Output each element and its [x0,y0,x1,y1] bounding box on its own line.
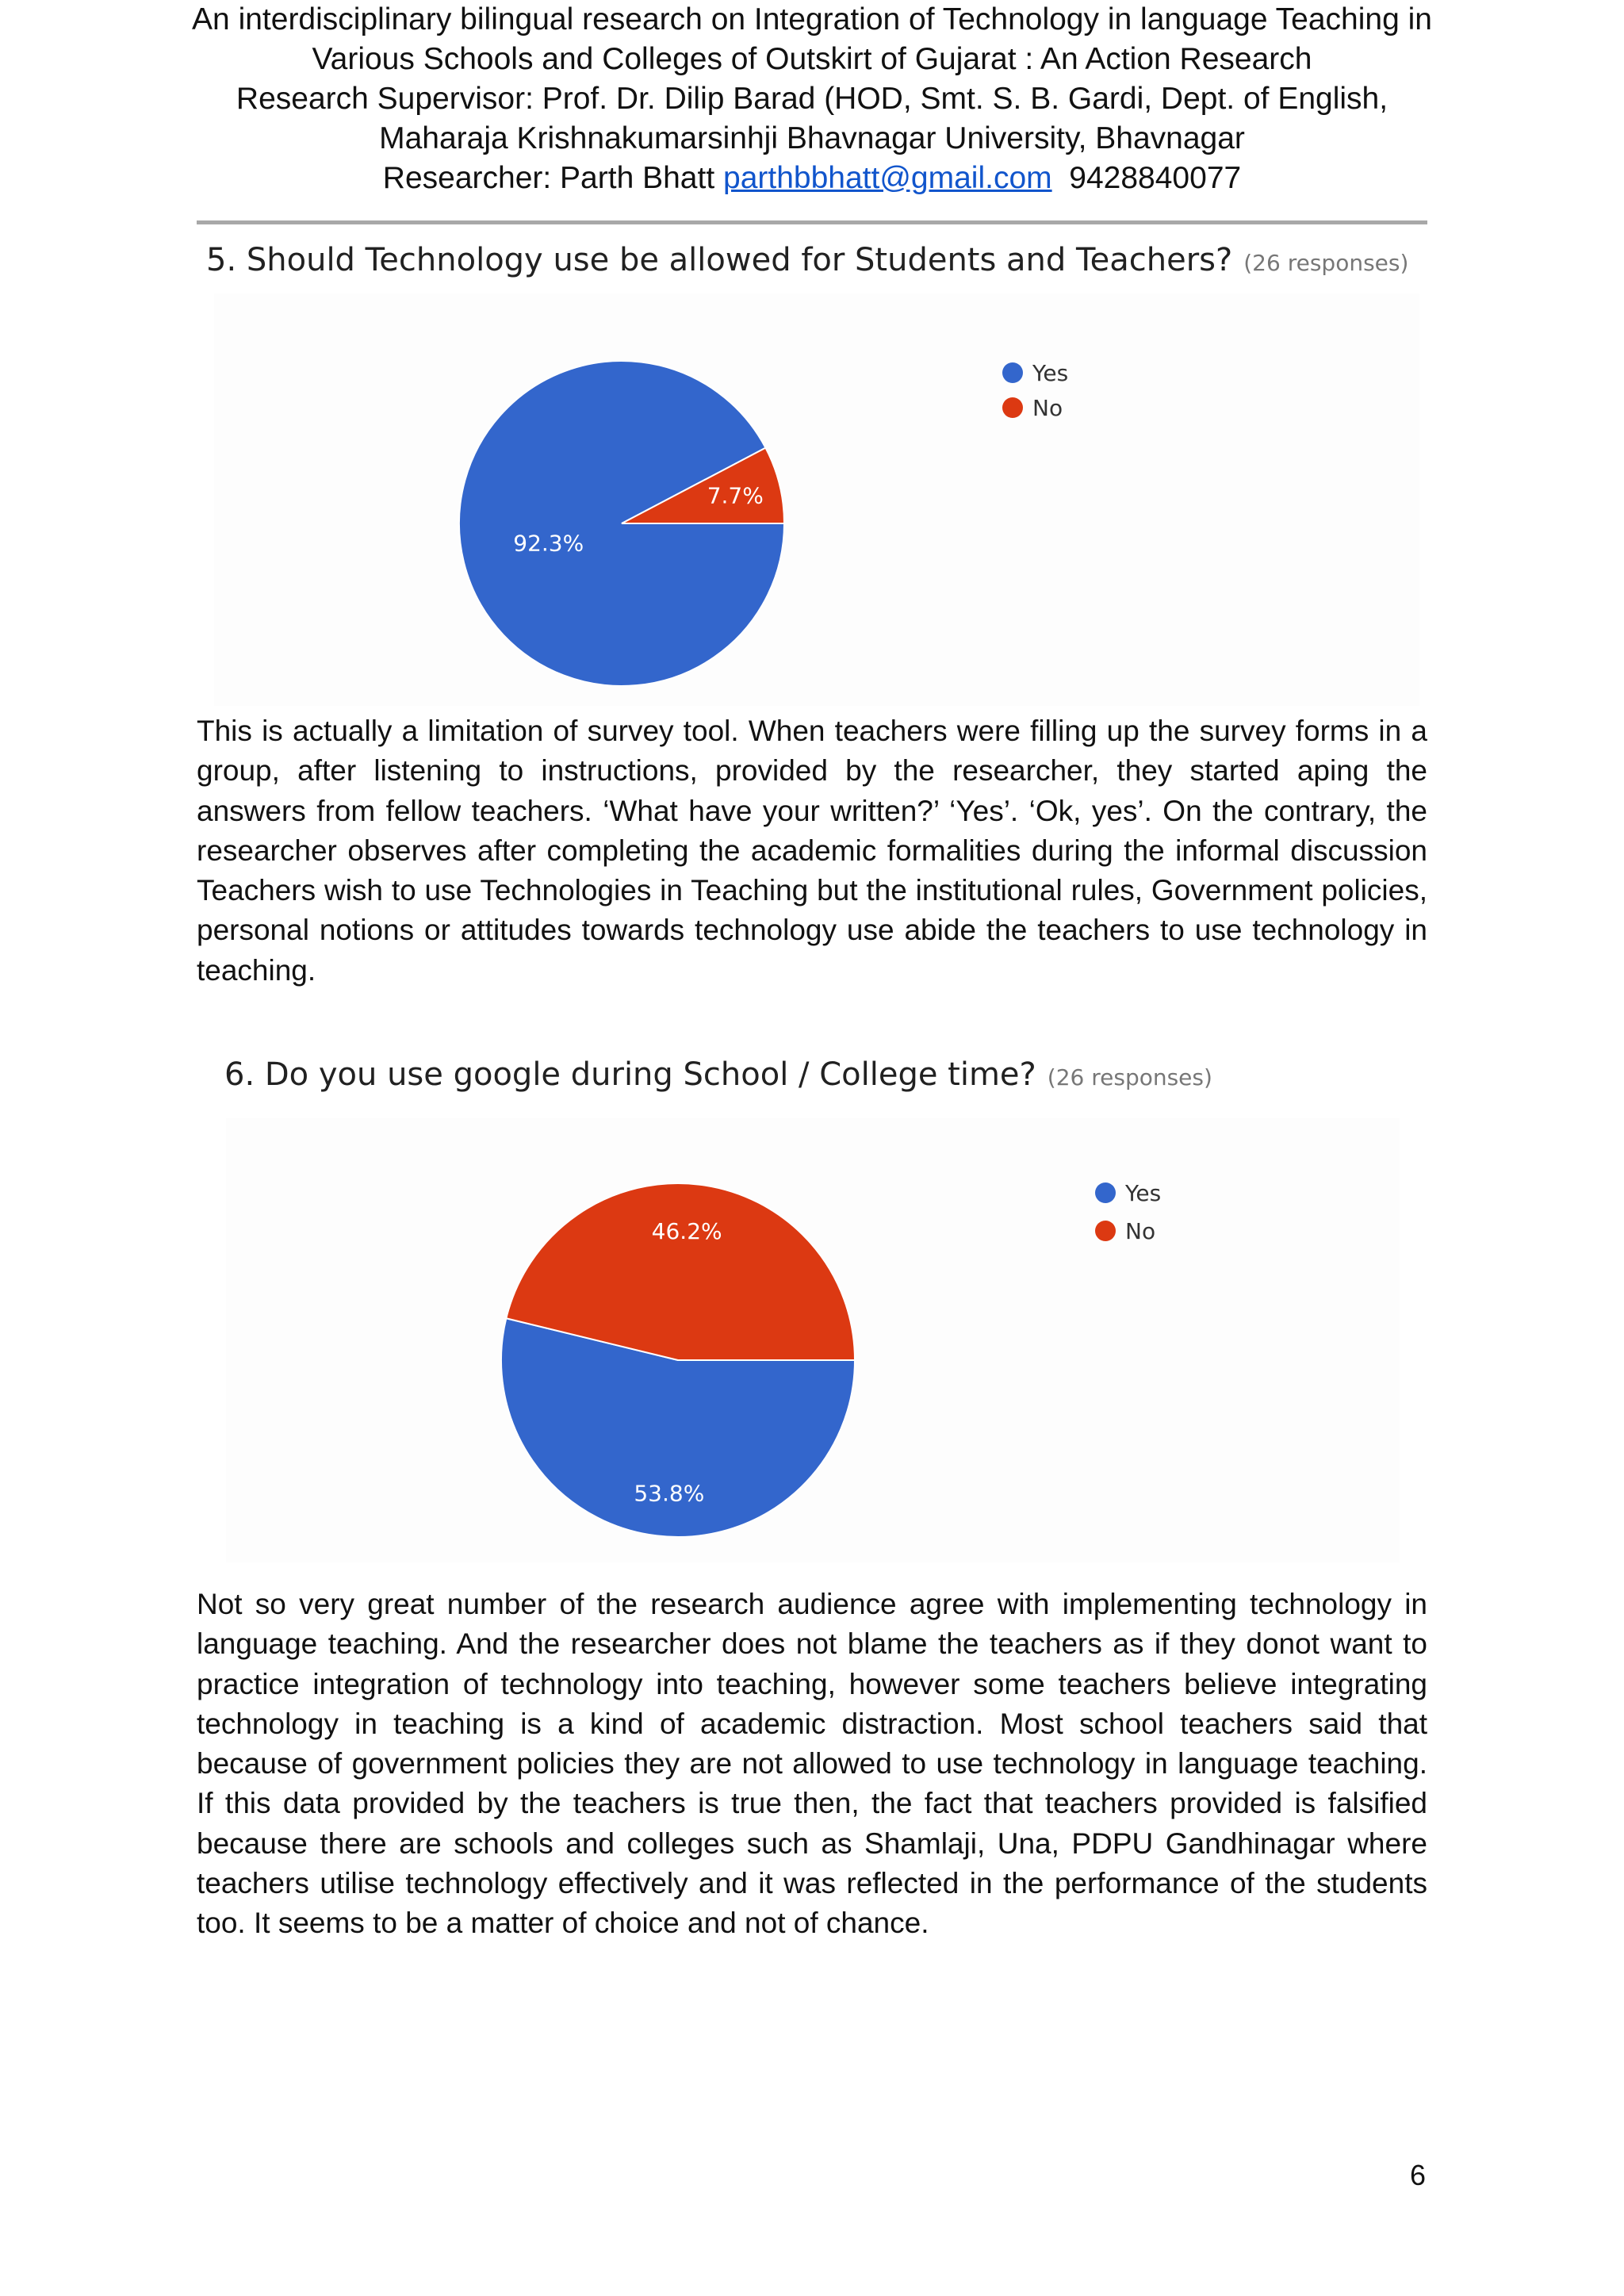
q5-legend [1002,355,1068,425]
legend-label-no: No [1032,394,1063,421]
header-line-4: Maharaja Krishnakumarsinhji Bhavnagar University, Bhavnagar [379,121,1245,155]
page-header [0,0,1624,198]
q6-label-yes: 53.8% [634,1480,705,1507]
legend-dot-yes [1002,362,1023,383]
paragraph-1: This is actually a limitation of survey tool. When teachers were filling up the survey forms in a group, after listening to instructions, provided by the researcher, they started aping the answers from fellow teachers. ‘What have your written?’ ‘Yes’. ‘Ok, yes’. On the contrary, the researcher observes after completing the academic formalities during the informal discussion Teachers wish to use Technologies in Teaching but the institutional rules, Government policies, personal notions or attitudes towards technology use abide the teachers to use technology in teaching. [197,715,1427,987]
header-line-2: Various Schools and Colleges of Outskirt of Gujarat : An Action Research [312,42,1312,76]
q6-chart [226,1118,1400,1562]
q6-pie-chart [226,1118,1400,1562]
q5-title [206,242,1408,278]
page-number: 6 [1410,2159,1427,2191]
q5-legend-no [1002,390,1068,425]
email-link[interactable]: parthbbhatt@gmail.com [723,161,1052,195]
q5-label-yes: 92.3% [513,530,584,557]
legend-label-no: No [1125,1217,1156,1244]
q6-legend-no [1095,1212,1161,1250]
header-divider [197,220,1427,224]
legend-dot-yes [1095,1182,1116,1203]
q6-responses: (26 responses) [1047,1064,1212,1091]
header-line-5 [0,159,1624,198]
legend-dot-no [1002,397,1023,418]
q5-pie-chart [214,293,1419,706]
q5-chart [214,293,1419,706]
q6-title [224,1056,1212,1093]
header-line-1: An interdisciplinary bilingual research on Integration of Technology in language Teaching in [192,2,1432,36]
legend-dot-no [1095,1221,1116,1241]
q5-responses: (26 responses) [1243,250,1409,276]
header-line-3: Research Supervisor: Prof. Dr. Dilip Barad (HOD, Smt. S. B. Gardi, Dept. of English, [236,82,1388,116]
q5-label-no: 7.7% [707,482,764,509]
q5-title-text: 5. Should Technology use be allowed for Students and Teachers? [206,242,1233,278]
researcher-label: Researcher: Parth Bhatt [382,161,723,195]
legend-label-yes: Yes [1125,1179,1162,1206]
paragraph-2: Not so very great number of the research audience agree with implementing technology in language teaching. And the researcher does not blame the teachers as if they donot want to practice integration of technology into teaching, however some teachers believe integrating technology in teaching is a kind of academic distraction. Most school teachers said that because of government policies they are not allowed to use technology in language teaching. If this data provided by the teachers is true then, the fact that teachers provided is falsified because there are schools and colleges such as Shamlaji, Una, PDPU Gandhinagar where teachers utilise technology effectively and it was reflected in the performance of the students too. It seems to be a matter of choice and not of chance. [197,1588,1427,1940]
phone-number: 9428840077 [1069,161,1242,195]
q5-legend-yes [1002,355,1068,390]
legend-label-yes: Yes [1032,359,1069,386]
q6-title-text: 6. Do you use google during School / College time? [224,1056,1036,1093]
q6-legend [1095,1174,1161,1250]
q6-label-no: 46.2% [651,1218,722,1245]
q6-legend-yes [1095,1174,1161,1212]
